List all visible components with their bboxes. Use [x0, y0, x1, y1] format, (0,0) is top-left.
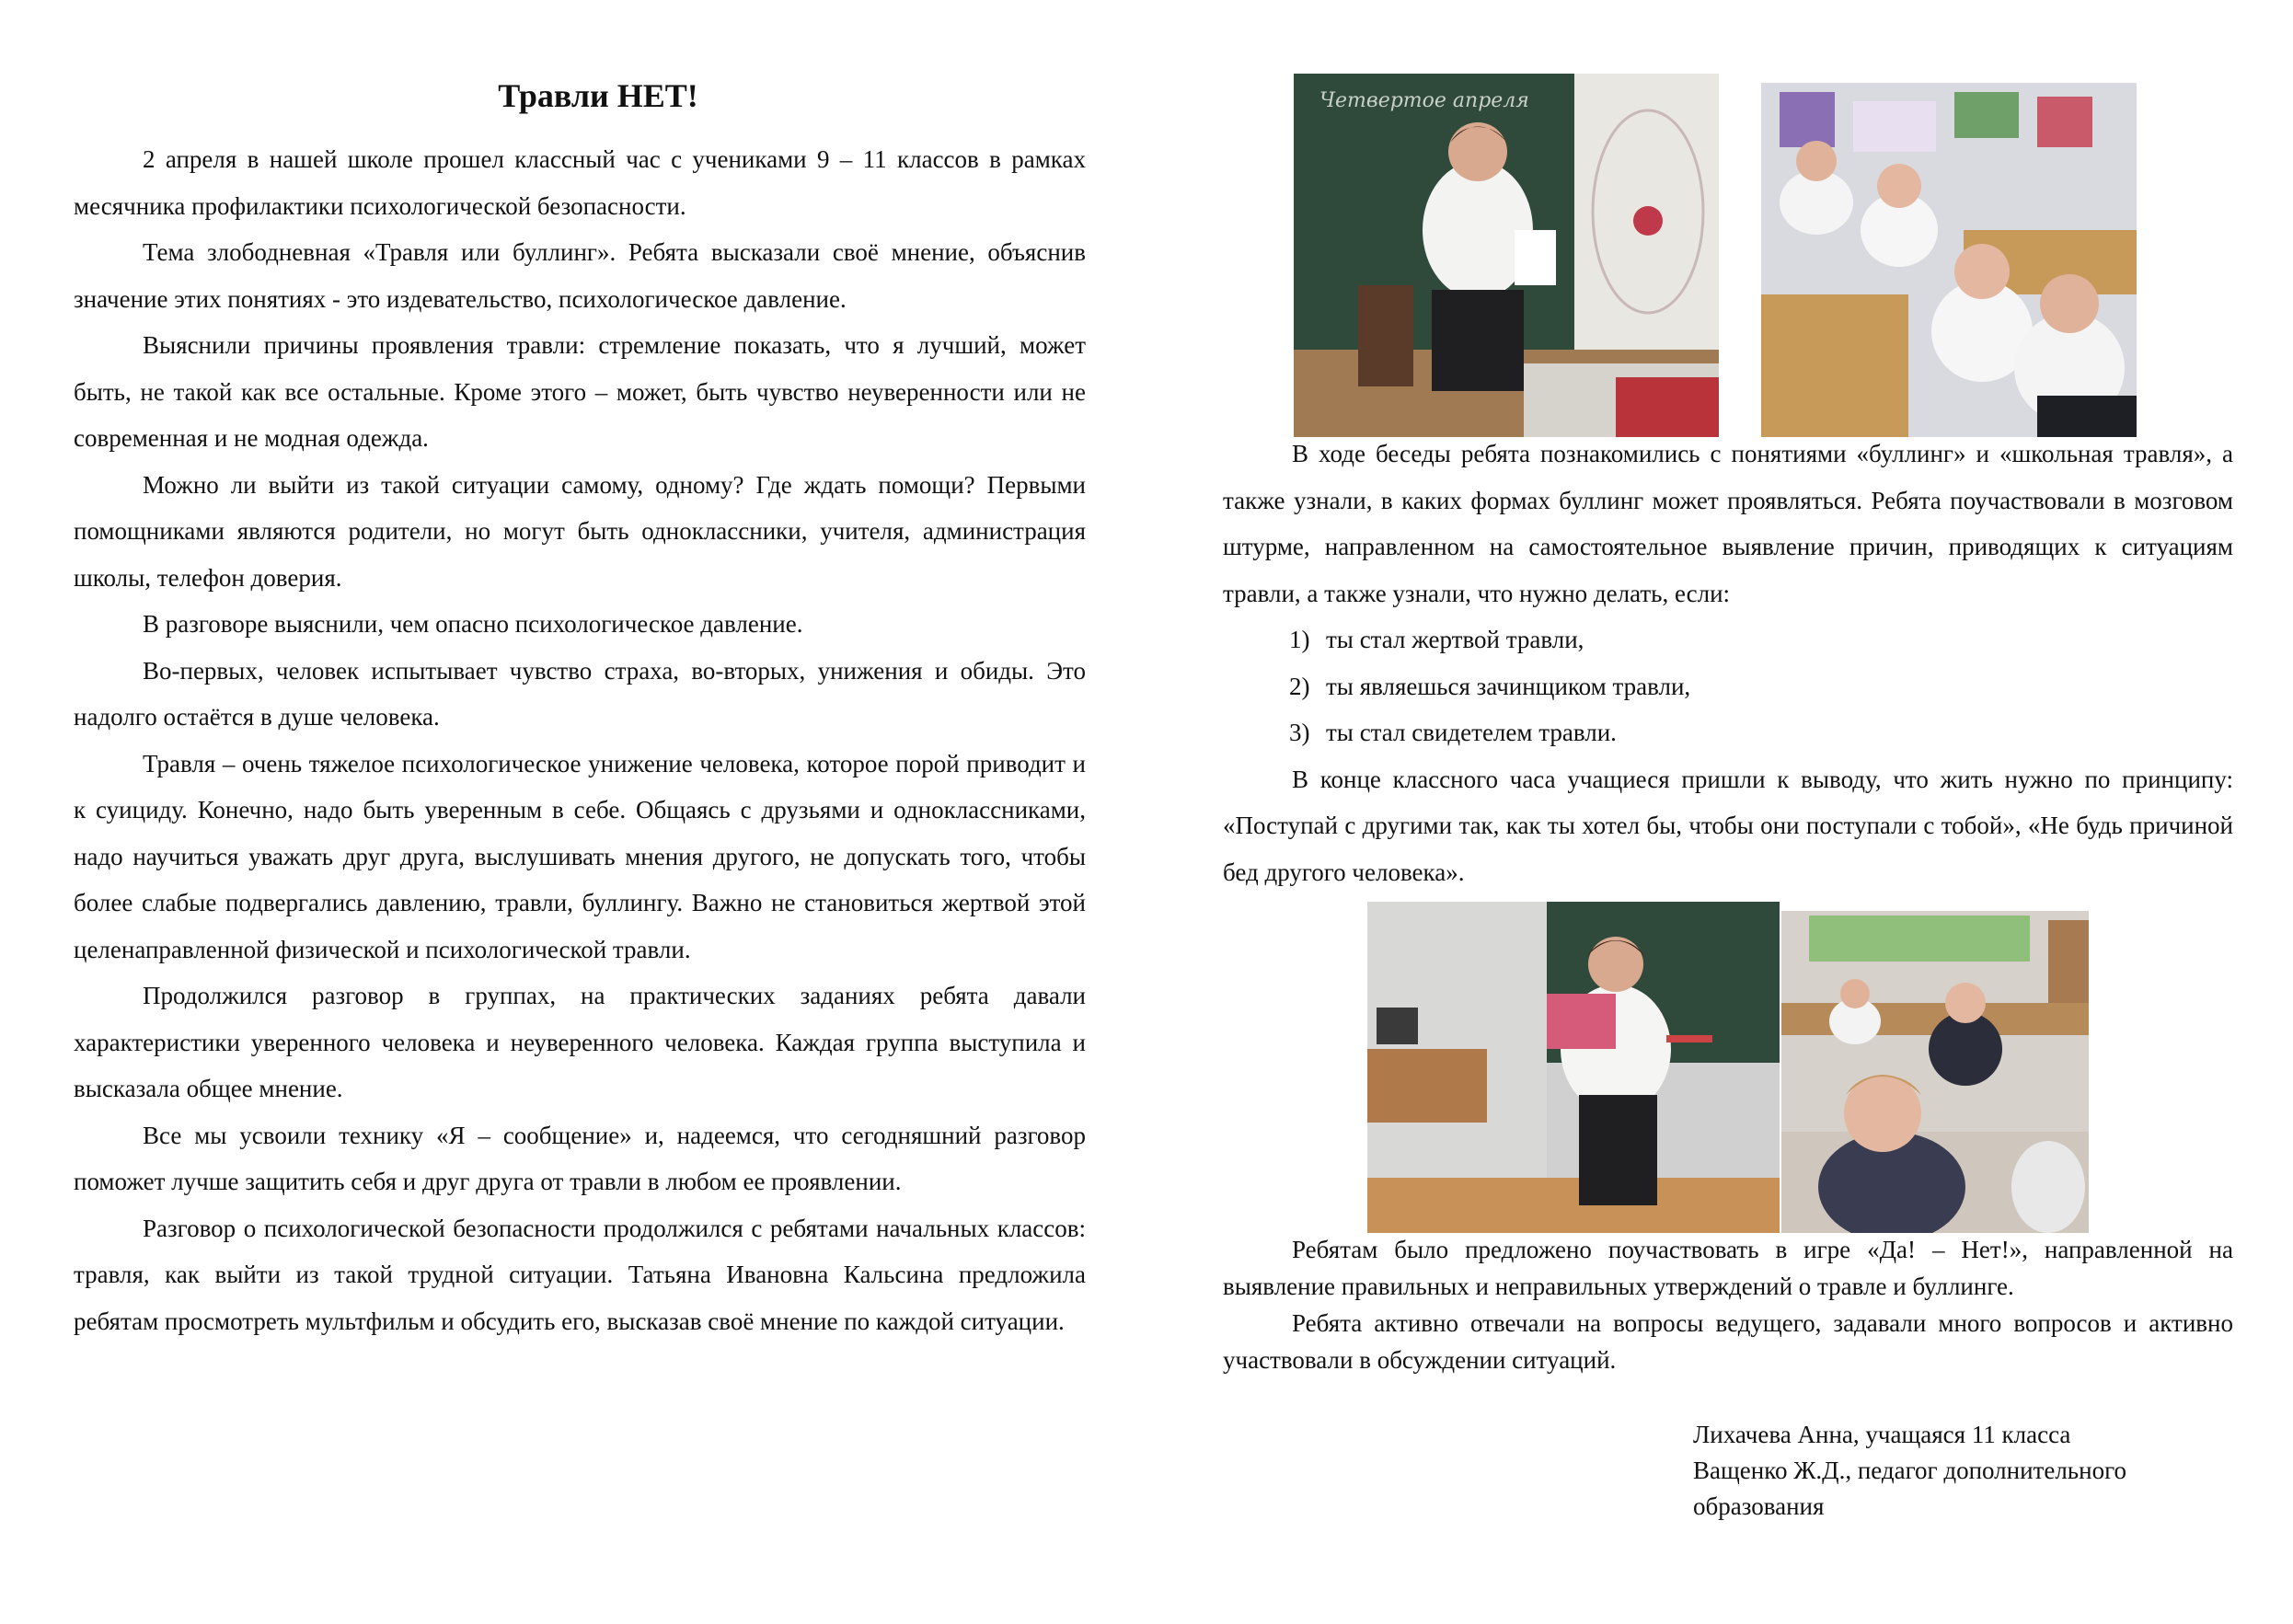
paragraph: 2 апреля в нашей школе прошел классный час с учениками 9 – 11 классов в рамках месячника профилактики психологической безопасности.: [74, 145, 1086, 220]
paragraph: Травля – очень тяжелое психологическое унижение человека, которое порой приводит и к суициду. Конечно, надо быть уверенным в себе. Общаясь с друзьями и одноклассниками, надо научиться уважать друг друга, выслушивать мнения другого, не допускать того, чтобы более слабые подвергались давлению, травли, буллингу. Важно не становиться жертвой этой целенаправленной физической и психологической травли.: [74, 749, 1086, 963]
article-title: Травли НЕТ!: [498, 77, 698, 114]
paragraph: Выяснили причины проявления травли: стремление показать, что я лучший, может быть, не такой как все остальные. Кроме этого – может, быть чувство неуверенности или не современная и не модная одежда.: [74, 331, 1086, 452]
signature-line: образования: [1693, 1492, 1825, 1520]
right-text-block: [1223, 431, 2233, 895]
signature-line: Ващенко Ж.Д., педагог дополнительного: [1693, 1457, 2126, 1484]
paragraph: Тема злободневная «Травля или буллинг». Ребята высказали своё мнение, объяснив значение этих понятиях - это издевательство, психологическое давление.: [74, 238, 1086, 313]
photo-teacher-card: [1367, 902, 1780, 1233]
author-signature: [1693, 1417, 2208, 1525]
photo-teacher-blackboard: [1294, 74, 1719, 437]
paragraph: Можно ли выйти из такой ситуации самому, одному? Где ждать помощи? Первыми помощниками являются родители, но могут быть одноклассники, учителя, администрация школы, телефон доверия.: [74, 470, 1086, 592]
photo-students-desks: [1761, 83, 2137, 437]
paragraph: В ходе беседы ребята познакомились с понятиями «буллинг» и «школьная травля», а также узнали, в каких формах буллинг может проявляться. Ребята поучаствовали в мозговом штурме, направленном на самостоятельное выявление причин, приводящих к ситуациям травли, а также узнали, что нужно делать, если:: [1223, 440, 2233, 607]
paragraph: Ребята активно отвечали на вопросы ведущего, задавали много вопросов и активно участвовали в обсуждении ситуаций.: [1223, 1309, 2233, 1374]
paragraph: В разговоре выяснили, чем опасно психологическое давление.: [143, 610, 803, 638]
signature-line: Лихачева Анна, учащаяся 11 класса: [1693, 1421, 2071, 1448]
paragraph: Ребятам было предложено поучаствовать в игре «Да! – Нет!», направленной на выявление правильных и неправильных утверждений о травле и буллинге.: [1223, 1236, 2233, 1300]
paragraph: Разговор о психологической безопасности продолжился с ребятами начальных классов: травля, как выйти из такой трудной ситуации. Татьяна Ивановна Кальсина предложила ребятам просмотреть мультфильм и обсудить его, высказав своё мнение по каждой ситуации.: [74, 1214, 1086, 1335]
paragraph: Продолжился разговор в группах, на практических заданиях ребята давали характеристики уверенного человека и неуверенного человека. Каждая группа выступила и высказала общее мнение.: [74, 982, 1086, 1102]
paragraph: Во-первых, человек испытывает чувство страха, во-вторых, унижения и обиды. Это надолго остаётся в душе человека.: [74, 656, 1086, 731]
photo-students-classroom: [1781, 911, 2089, 1233]
paragraph: Все мы усвоили технику «Я – сообщение» и, надеемся, что сегодняшний разговор поможет лучше защитить себя и друг друга от травли в любом ее проявлении.: [74, 1121, 1086, 1195]
list-item: 2) ты являешься зачинщиком травли,: [1289, 672, 1691, 700]
board-handwriting: Четвертое апреля: [1319, 89, 1529, 112]
list-item: 1) ты стал жертвой травли,: [1289, 626, 1584, 653]
numbered-list: [1223, 616, 2233, 756]
right-text-block-lower: [1223, 1231, 2233, 1378]
list-item: 3) ты стал свидетелем травли.: [1289, 719, 1617, 746]
paragraph: В конце классного часа учащиеся пришли к выводу, что жить нужно по принципу: «Поступай с другими так, как ты хотел бы, чтобы они поступали с тобой», «Не будь причиной бед другого человека».: [1223, 765, 2233, 886]
left-column: [74, 72, 1086, 1344]
